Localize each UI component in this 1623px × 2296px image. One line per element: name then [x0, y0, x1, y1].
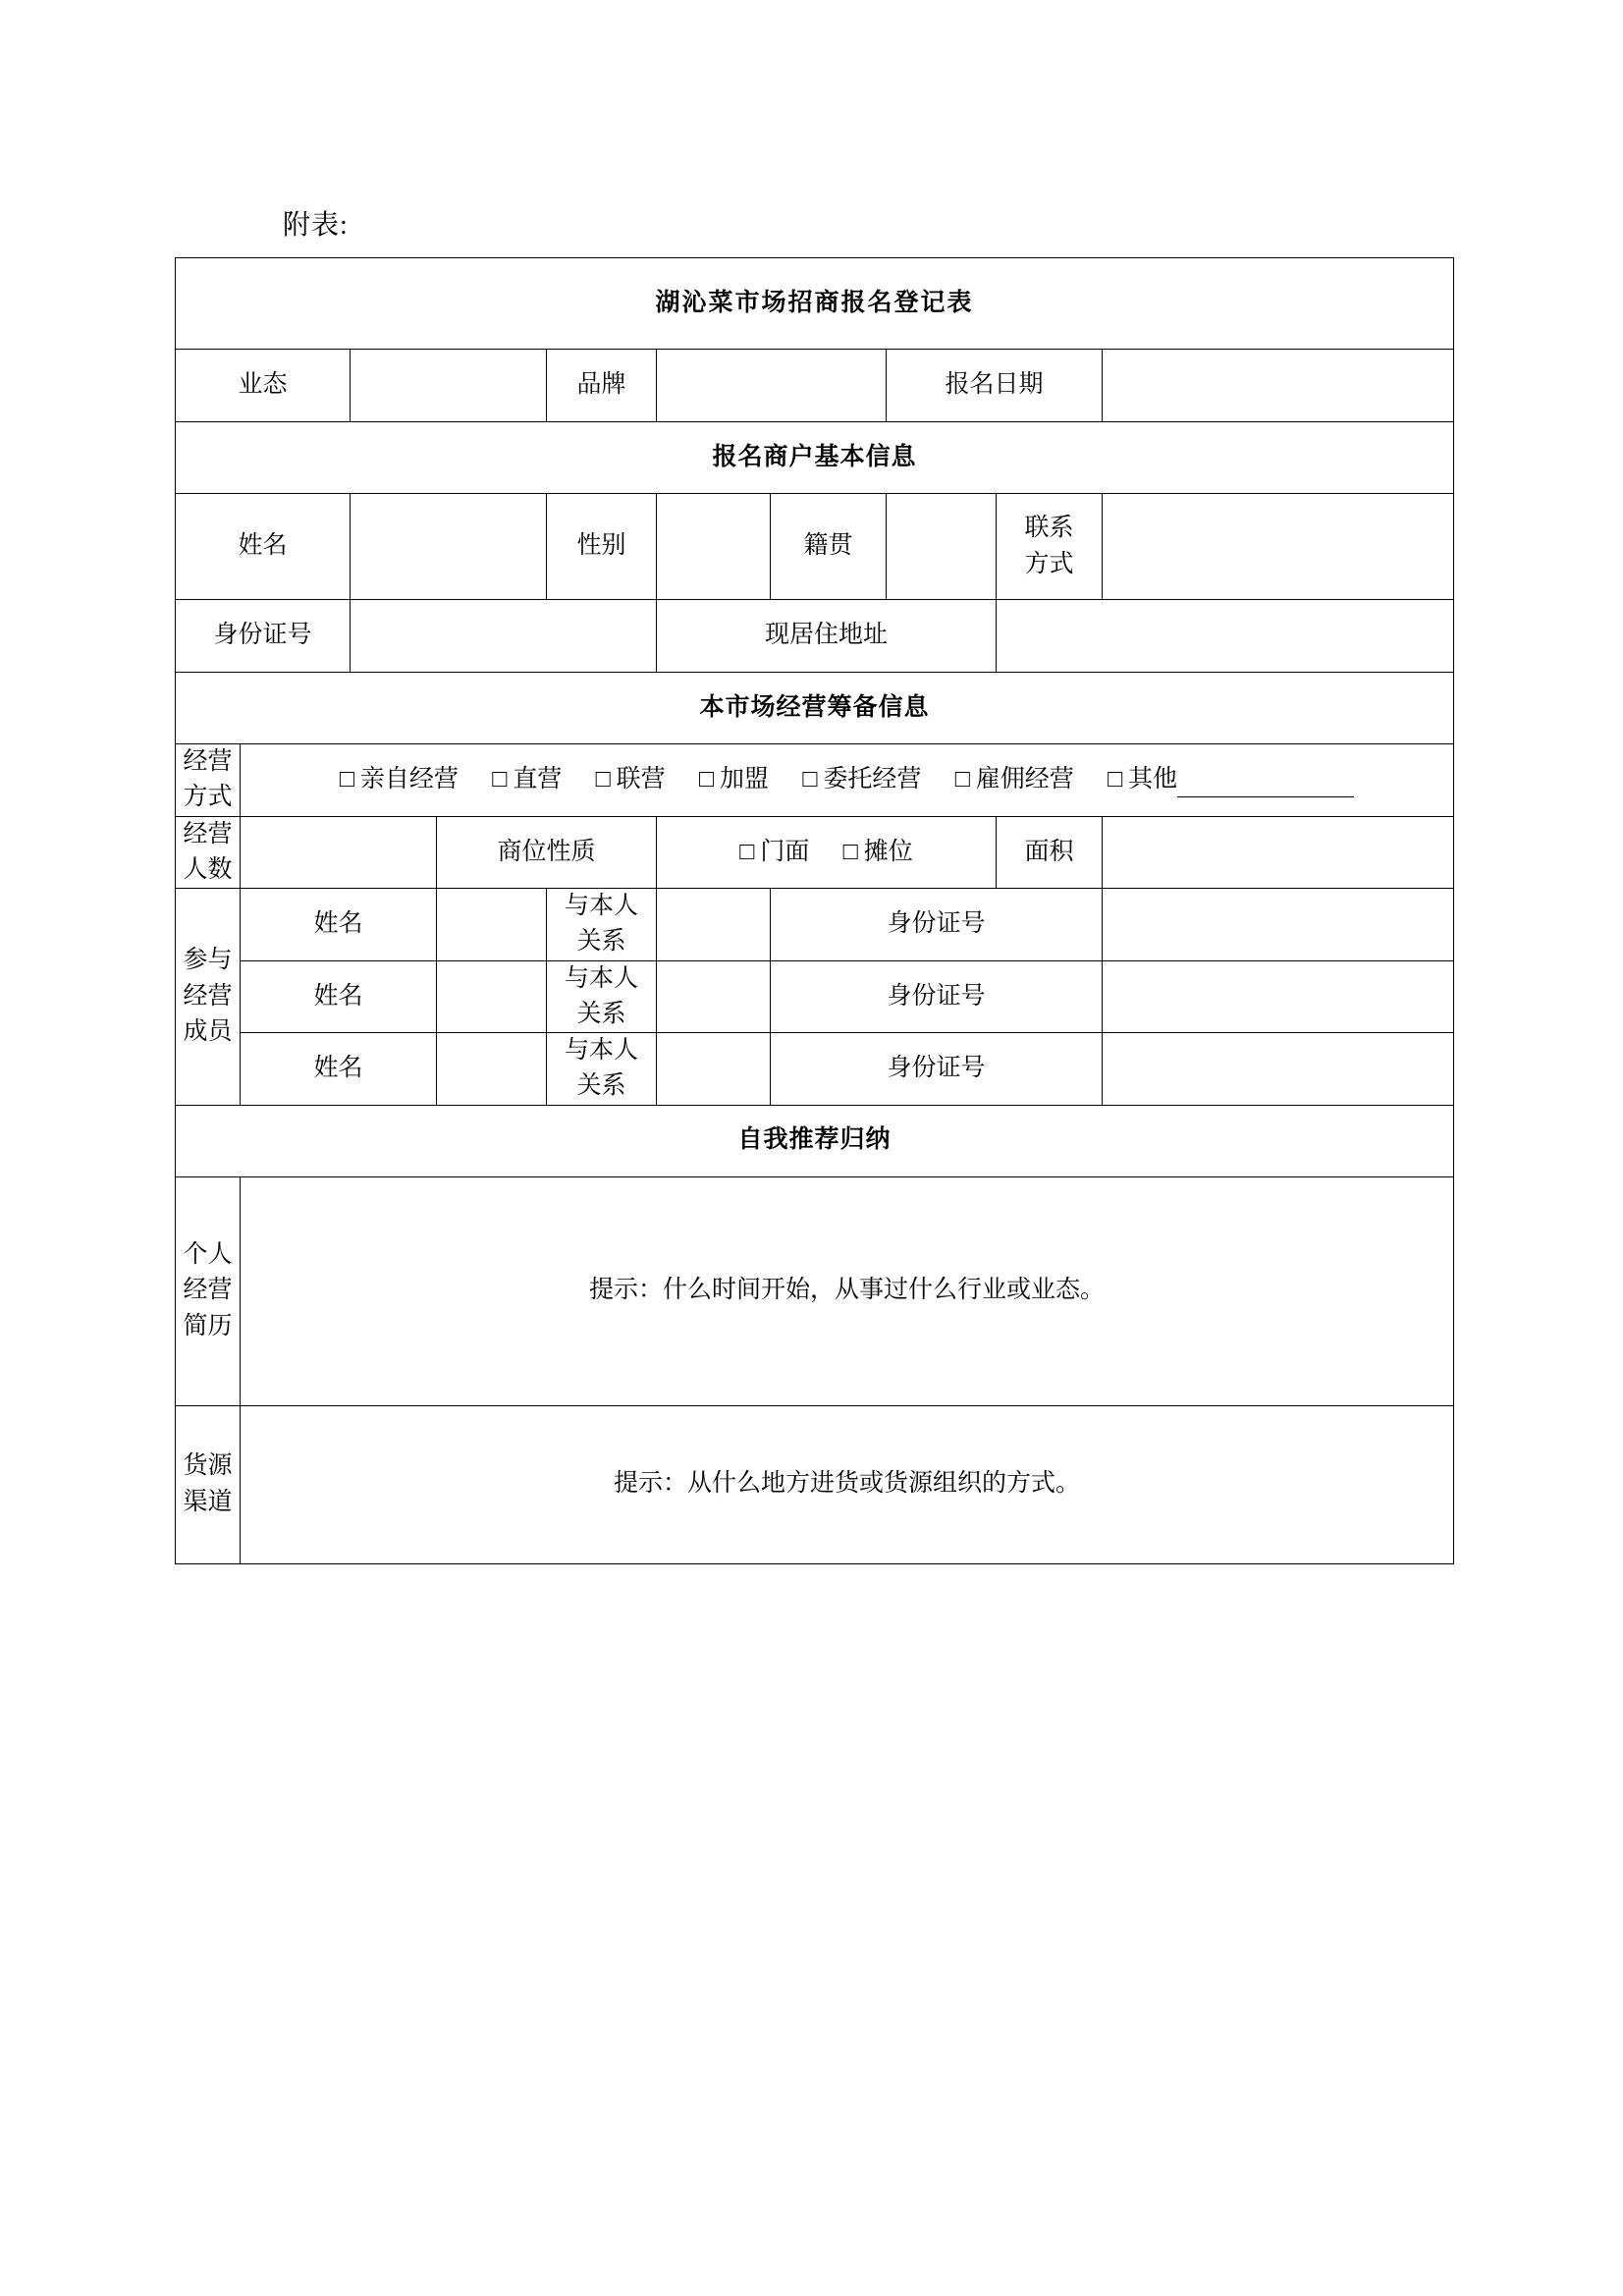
- registration-form-table: [175, 257, 1454, 1564]
- checkbox-icon: □: [595, 766, 611, 793]
- checkbox-option-hired[interactable]: [955, 762, 1074, 797]
- member-name-label: 姓名: [241, 889, 437, 961]
- attachment-label: 附表:: [283, 210, 349, 241]
- option-label: 加盟: [720, 766, 770, 793]
- gender-label: 性别: [547, 494, 657, 600]
- contact-label: [997, 494, 1103, 600]
- operate-mode-label-line1: 经营: [183, 748, 233, 775]
- header-row: [176, 350, 1454, 422]
- basic-info-row: [176, 494, 1454, 600]
- supply-label-line1: 货源: [183, 1452, 233, 1480]
- checkbox-option-joint[interactable]: [596, 762, 666, 797]
- date-value[interactable]: [1103, 350, 1454, 422]
- member-id-label: 身份证号: [771, 960, 1103, 1033]
- supply-field[interactable]: [241, 1405, 1454, 1563]
- member-name-label: 姓名: [241, 960, 437, 1033]
- member-relation-label-line2: 关系: [576, 928, 626, 956]
- basic-section-heading-row: [176, 422, 1454, 494]
- checkbox-option-direct[interactable]: [492, 762, 562, 797]
- member-row: [176, 960, 1454, 1033]
- supply-label: [176, 1405, 241, 1563]
- stall-nature-options: [657, 816, 997, 889]
- self-section-heading: 自我推荐归纳: [176, 1105, 1454, 1176]
- checkbox-icon: □: [1108, 766, 1123, 793]
- name-label: 姓名: [176, 494, 351, 600]
- member-relation-label: [547, 960, 657, 1033]
- option-label: 亲自经营: [359, 766, 459, 793]
- operate-count-label-line1: 经营: [183, 820, 233, 847]
- checkbox-option-stall[interactable]: [843, 835, 913, 870]
- supply-label-line2: 渠道: [183, 1488, 233, 1515]
- checkbox-icon: □: [842, 838, 858, 865]
- members-label-line1: 参与: [183, 947, 233, 974]
- member-id-value[interactable]: [1103, 960, 1454, 1033]
- prep-section-heading-row: [176, 673, 1454, 744]
- members-label: [176, 889, 241, 1106]
- operate-mode-row: [176, 744, 1454, 817]
- operate-count-value[interactable]: [241, 816, 437, 889]
- member-name-value[interactable]: [437, 1033, 547, 1106]
- operate-mode-label: [176, 744, 241, 817]
- resume-label-line2: 经营: [183, 1277, 233, 1304]
- checkbox-icon: □: [739, 838, 755, 865]
- option-label: 门面: [760, 838, 810, 865]
- option-label: 联营: [616, 766, 666, 793]
- operate-count-label-line2: 人数: [183, 855, 233, 883]
- resume-field[interactable]: [241, 1176, 1454, 1405]
- format-value[interactable]: [351, 350, 547, 422]
- checkbox-option-entrusted[interactable]: [802, 762, 921, 797]
- member-id-label: 身份证号: [771, 1033, 1103, 1106]
- member-id-value[interactable]: [1103, 889, 1454, 961]
- member-relation-label: [547, 1033, 657, 1106]
- area-label: 面积: [997, 816, 1103, 889]
- form-title: 湖沁菜市场招商报名登记表: [176, 258, 1454, 350]
- contact-label-line2: 方式: [1024, 550, 1074, 577]
- member-id-label: 身份证号: [771, 889, 1103, 961]
- resume-label-line1: 个人: [183, 1241, 233, 1269]
- member-name-value[interactable]: [437, 889, 547, 961]
- other-input-blank[interactable]: [1177, 777, 1354, 797]
- option-label: 直营: [513, 766, 563, 793]
- member-row: [176, 1033, 1454, 1106]
- option-label: 雇佣经营: [975, 766, 1074, 793]
- member-relation-value[interactable]: [657, 1033, 771, 1106]
- member-id-value[interactable]: [1103, 1033, 1454, 1106]
- basic-section-heading: 报名商户基本信息: [176, 422, 1454, 494]
- checkbox-option-self-operate[interactable]: [340, 762, 459, 797]
- hometown-label: 籍贯: [771, 494, 887, 600]
- option-label: 委托经营: [823, 766, 922, 793]
- checkbox-icon: □: [339, 766, 354, 793]
- checkbox-option-other[interactable]: [1108, 762, 1354, 797]
- supply-row: [176, 1405, 1454, 1563]
- id-value[interactable]: [351, 600, 657, 673]
- member-name-value[interactable]: [437, 960, 547, 1033]
- member-relation-label-line2: 关系: [576, 1072, 626, 1100]
- operate-mode-options: [241, 744, 1454, 817]
- resume-hint: 提示：什么时间开始，从事过什么行业或业态。: [588, 1277, 1105, 1304]
- supply-hint: 提示：从什么地方进货或货源组织的方式。: [613, 1470, 1080, 1498]
- hometown-value[interactable]: [887, 494, 997, 600]
- member-relation-label-line1: 与本人: [564, 893, 638, 919]
- prep-section-heading: 本市场经营筹备信息: [176, 673, 1454, 744]
- brand-label: 品牌: [547, 350, 657, 422]
- member-row: [176, 889, 1454, 961]
- id-label: 身份证号: [176, 600, 351, 673]
- address-label: 现居住地址: [657, 600, 997, 673]
- member-relation-value[interactable]: [657, 960, 771, 1033]
- self-section-heading-row: [176, 1105, 1454, 1176]
- member-relation-label-line1: 与本人: [564, 964, 638, 992]
- operate-count-row: [176, 816, 1454, 889]
- checkbox-option-franchise[interactable]: [699, 762, 769, 797]
- member-relation-label-line2: 关系: [576, 1000, 626, 1027]
- operate-mode-label-line2: 方式: [183, 784, 233, 811]
- checkbox-icon: □: [492, 766, 508, 793]
- resume-row: [176, 1176, 1454, 1405]
- option-label: 其他: [1128, 766, 1178, 793]
- contact-label-line1: 联系: [1024, 515, 1074, 542]
- checkbox-icon: □: [698, 766, 715, 793]
- name-value[interactable]: [351, 494, 547, 600]
- date-label: 报名日期: [887, 350, 1103, 422]
- title-row: [176, 258, 1454, 350]
- option-label: 摊位: [863, 838, 913, 865]
- member-name-label: 姓名: [241, 1033, 437, 1106]
- checkbox-icon: □: [954, 766, 970, 793]
- contact-value[interactable]: [1103, 494, 1454, 600]
- format-label: 业态: [176, 350, 351, 422]
- resume-label: [176, 1176, 241, 1405]
- checkbox-option-storefront[interactable]: [739, 835, 809, 870]
- gender-value[interactable]: [657, 494, 771, 600]
- members-label-line3: 成员: [183, 1017, 233, 1045]
- area-value[interactable]: [1103, 816, 1454, 889]
- brand-value[interactable]: [657, 350, 887, 422]
- checkbox-icon: □: [802, 766, 818, 793]
- member-relation-label-line1: 与本人: [564, 1037, 638, 1064]
- resume-label-line3: 简历: [183, 1312, 233, 1339]
- stall-nature-label: 商位性质: [437, 816, 657, 889]
- id-address-row: [176, 600, 1454, 673]
- members-label-line2: 经营: [183, 982, 233, 1010]
- member-relation-label: [547, 889, 657, 961]
- operate-count-label: [176, 816, 241, 889]
- address-value[interactable]: [997, 600, 1454, 673]
- member-relation-value[interactable]: [657, 889, 771, 961]
